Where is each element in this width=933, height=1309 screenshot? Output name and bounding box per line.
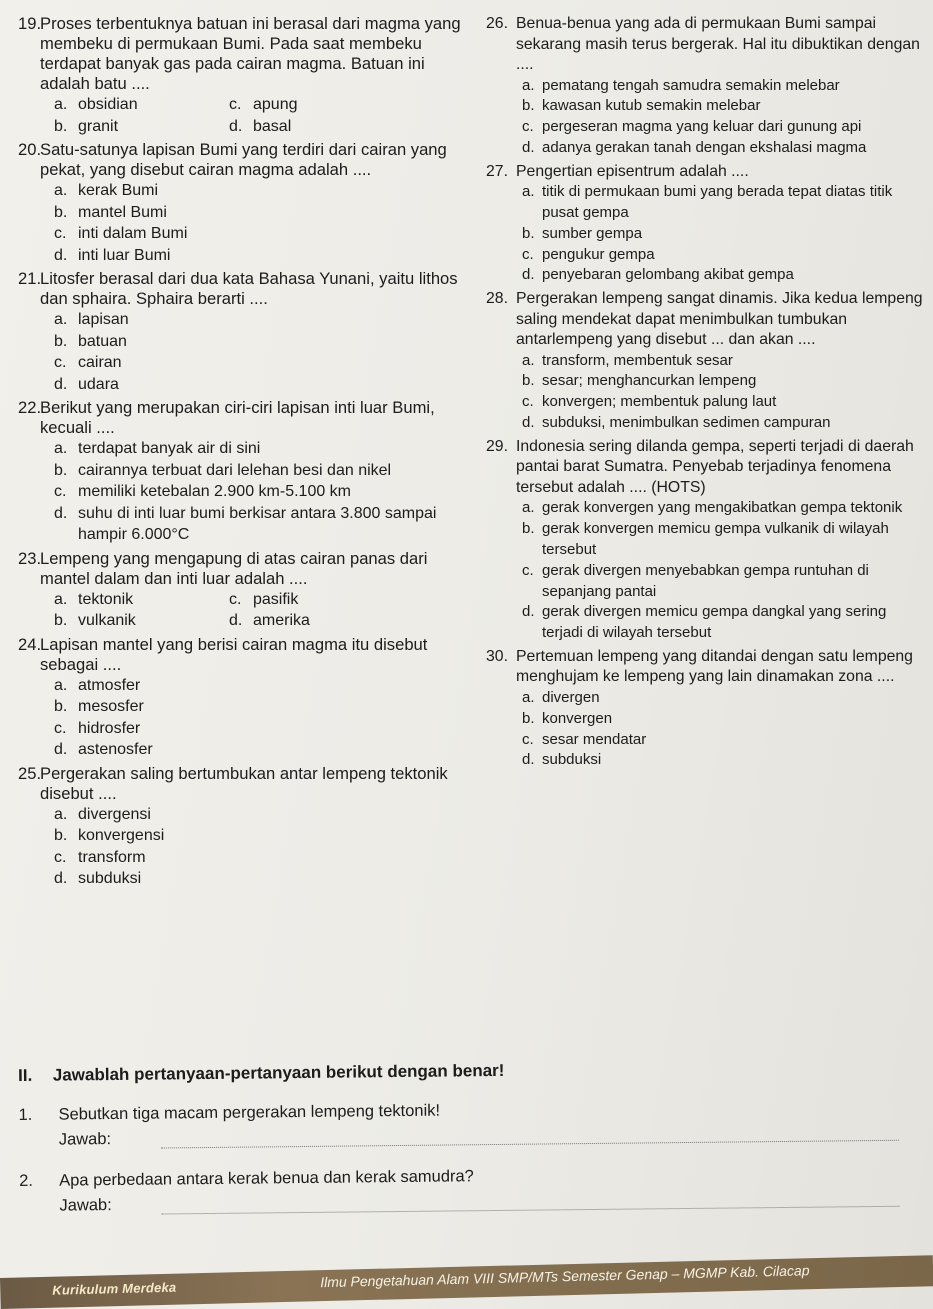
answer-option[interactable] (54, 460, 474, 482)
answer-option[interactable] (522, 413, 926, 434)
page-footer (0, 1255, 933, 1309)
option-letter: b. (54, 698, 68, 715)
option-letter: a. (522, 499, 535, 517)
question-text: Pergerakan lempeng sangat dinamis. Jika kedua lempeng saling mendekat dapat menimbulkan tumbukan antarlempeng yang disebut ... dan akan .... (516, 290, 923, 349)
option-letter: d. (54, 741, 68, 758)
answer-option[interactable] (54, 868, 474, 890)
answer-option[interactable] (522, 76, 926, 97)
option-letter: d. (522, 751, 535, 769)
option-letter: b. (54, 203, 68, 221)
answer-option[interactable] (54, 503, 474, 546)
option-letter: a. (54, 676, 68, 694)
answer-options (18, 438, 474, 546)
option-letter: b. (522, 372, 535, 390)
question-23 (18, 549, 474, 632)
option-text: amerika (253, 612, 310, 629)
question-24 (18, 635, 474, 761)
option-letter: c. (229, 590, 242, 608)
answer-options (18, 309, 474, 395)
curriculum-badge: Kurikulum Merdeka (52, 1279, 177, 1298)
question-30 (486, 647, 926, 771)
essay-question (18, 1097, 918, 1150)
option-text: batuan (78, 332, 127, 350)
answer-option[interactable] (54, 374, 474, 396)
left-column (18, 14, 474, 893)
answer-options (18, 804, 474, 890)
essay-question (19, 1163, 919, 1216)
option-letter: c. (522, 561, 534, 579)
option-letter: b. (522, 709, 535, 727)
answer-option[interactable] (54, 180, 474, 202)
question-text: Lapisan mantel yang berisi cairan magma itu disebut sebagai .... (40, 634, 428, 674)
option-text: obsidian (78, 96, 138, 113)
option-text: suhu di inti luar bumi berkisar antara 3.800 sampai hampir 6.000°C (78, 504, 437, 543)
essay-section-number: II. (18, 1065, 33, 1085)
option-letter: d. (54, 246, 68, 264)
option-text: vulkanik (78, 612, 136, 629)
question-number: 21. (18, 269, 42, 288)
question-22 (18, 398, 474, 546)
answer-option[interactable] (229, 116, 474, 138)
option-letter: d. (522, 603, 535, 621)
question-19 (18, 14, 474, 137)
option-text: transform (78, 848, 146, 866)
question-text: Pertemuan lempeng yang ditandai dengan satu lempeng menghujam ke lempeng yang lain dinamakan zona .... (516, 647, 913, 686)
option-letter: d. (54, 375, 68, 393)
essay-section (18, 1057, 920, 1238)
option-text: pasifik (253, 590, 299, 608)
question-number: 27. (486, 162, 508, 180)
option-letter: d. (54, 870, 68, 887)
option-letter: b. (54, 117, 68, 135)
option-letter: a. (54, 311, 68, 328)
answer-options (486, 688, 926, 771)
question-number: 24. (18, 634, 42, 654)
option-letter: a. (54, 96, 68, 113)
answer-option[interactable] (522, 519, 926, 561)
answer-option[interactable] (54, 610, 229, 632)
answer-options (18, 589, 474, 632)
question-25 (18, 764, 474, 890)
answer-option[interactable] (522, 392, 926, 413)
option-letter: c. (229, 96, 242, 113)
option-letter: d. (54, 504, 68, 522)
question-28 (486, 289, 926, 434)
option-text: titik di permukaan bumi yang berada tepat diatas titik pusat gempa (542, 183, 893, 221)
option-text: pengukur gempa (542, 245, 655, 263)
answer-option[interactable] (522, 371, 926, 392)
option-text: mantel Bumi (78, 203, 167, 221)
answer-option[interactable] (522, 730, 926, 751)
option-letter: d. (522, 138, 535, 156)
option-letter: a. (522, 688, 535, 706)
answer-option[interactable] (54, 438, 474, 460)
answer-option[interactable] (54, 847, 474, 869)
question-number: 29. (486, 437, 508, 455)
answer-option[interactable] (54, 245, 474, 267)
answer-option[interactable] (54, 94, 229, 116)
option-text: pematang tengah samudra semakin melebar (542, 76, 840, 94)
answer-option[interactable] (54, 331, 474, 353)
question-text: Satu-satunya lapisan Bumi yang terdiri dari cairan yang pekat, yang disebut cairan magma adalah .... (40, 140, 447, 179)
question-21 (18, 269, 474, 395)
option-text: konvergen; membentuk palung laut (542, 393, 777, 411)
question-text: Benua-benua yang ada di permukaan Bumi sampai sekarang masih terus bergerak. Hal itu dibuktikan dengan .... (516, 15, 920, 73)
answer-label: Jawab: (58, 1130, 112, 1149)
answer-option[interactable] (54, 223, 474, 245)
option-text: inti luar Bumi (78, 246, 171, 264)
option-text: cairan (78, 354, 122, 371)
option-text: granit (78, 117, 119, 135)
answer-option[interactable] (54, 202, 474, 224)
option-letter: d. (229, 612, 243, 629)
question-text: Pergerakan saling bertumbukan antar lempeng tektonik disebut .... (40, 763, 448, 803)
option-text: subduksi (542, 751, 602, 769)
question-20 (18, 140, 474, 266)
option-letter: c. (54, 719, 67, 737)
question-number: 23. (18, 548, 42, 568)
question-text: Indonesia sering dilanda gempa, seperti terjadi di daerah pantai barat Sumatra. Penyebab terjadinya fenomena tersebut adalah .... (HOTS) (516, 437, 914, 496)
option-text: gerak divergen memicu gempa dangkal yang sering terjadi di wilayah tersebut (542, 603, 887, 642)
answer-option[interactable] (54, 804, 474, 826)
question-number: 28. (486, 290, 508, 308)
option-text: mesosfer (78, 698, 144, 715)
essay-section-title (18, 1057, 918, 1086)
answer-option[interactable] (522, 602, 926, 644)
answer-option[interactable] (522, 245, 926, 266)
option-letter: a. (522, 183, 535, 201)
question-number: 30. (486, 647, 508, 665)
right-column (486, 14, 926, 774)
option-letter: a. (522, 351, 535, 369)
answer-options (486, 351, 926, 434)
option-text: memiliki ketebalan 2.900 km-5.100 km (78, 483, 352, 500)
option-letter: c. (54, 225, 67, 242)
answer-option[interactable] (229, 589, 474, 611)
answer-option[interactable] (522, 709, 926, 730)
answer-option[interactable] (522, 265, 926, 286)
option-letter: a. (54, 805, 68, 823)
option-letter: b. (54, 827, 68, 844)
option-text: konvergensi (78, 827, 165, 844)
option-letter: a. (54, 182, 68, 199)
question-26 (486, 14, 926, 159)
question-text: Lempeng yang mengapung di atas cairan panas dari mantel dalam dan inti luar adalah .... (40, 548, 428, 588)
option-text: sumber gempa (542, 224, 643, 242)
option-letter: a. (54, 440, 68, 457)
answer-option[interactable] (54, 309, 474, 331)
answer-option[interactable] (522, 498, 926, 519)
answer-options (18, 675, 474, 761)
question-number: 22. (18, 398, 42, 417)
option-text: sesar mendatar (542, 730, 647, 748)
answer-options (486, 498, 926, 644)
answer-option[interactable] (229, 94, 474, 116)
option-letter: c. (54, 483, 67, 500)
option-text: penyebaran gelombang akibat gempa (542, 266, 794, 284)
option-text: subduksi (78, 870, 142, 887)
option-text: lapisan (78, 311, 129, 328)
answer-options (18, 94, 474, 137)
option-letter: b. (522, 224, 535, 242)
option-text: adanya gerakan tanah dengan ekshalasi magma (542, 138, 867, 156)
answer-line[interactable] (162, 1193, 900, 1215)
option-letter: b. (54, 612, 68, 629)
answer-option[interactable] (522, 351, 926, 372)
answer-options (486, 76, 926, 159)
option-text: kawasan kutub semakin melebar (542, 97, 761, 115)
question-text: Berikut yang merupakan ciri-ciri lapisan inti luar Bumi, kecuali .... (40, 398, 435, 437)
option-letter: d. (229, 117, 243, 135)
option-text: inti dalam Bumi (78, 225, 188, 242)
answer-option[interactable] (54, 481, 474, 503)
option-letter: b. (54, 332, 68, 350)
essay-question-text: Sebutkan tiga macam pergerakan lempeng tektonik! (58, 1101, 441, 1124)
option-text: gerak divergen menyebabkan gempa runtuhan di sepanjang pantai (542, 561, 869, 600)
option-text: terdapat banyak air di sini (78, 440, 261, 457)
option-letter: c. (54, 848, 67, 866)
footer-text: Ilmu Pengetahuan Alam VIII SMP/MTs Semester Genap – MGMP Kab. Cilacap (320, 1262, 810, 1291)
option-text: divergensi (78, 805, 151, 823)
option-text: sesar; menghancurkan lempeng (542, 372, 757, 390)
option-letter: c. (522, 393, 534, 411)
option-letter: d. (522, 266, 535, 284)
answer-options (486, 182, 926, 286)
option-text: atmosfer (78, 676, 141, 694)
answer-option[interactable] (522, 138, 926, 159)
option-text: cairannya terbuat dari lelehan besi dan nikel (78, 461, 392, 479)
essay-question-text: Apa perbedaan antara kerak benua dan kerak samudra? (59, 1167, 474, 1190)
option-text: gerak konvergen memicu gempa vulkanik di wilayah tersebut (542, 520, 889, 558)
option-letter: b. (54, 461, 68, 479)
answer-option[interactable] (229, 610, 474, 632)
option-text: transform, membentuk sesar (542, 351, 733, 369)
option-text: subduksi, menimbulkan sedimen campuran (542, 414, 831, 432)
option-text: udara (78, 375, 119, 393)
option-text: gerak konvergen yang mengakibatkan gempa tektonik (542, 499, 903, 517)
answer-label: Jawab: (59, 1196, 112, 1215)
answer-option[interactable] (522, 96, 926, 117)
answer-option[interactable] (54, 116, 229, 138)
option-letter: b. (522, 520, 535, 538)
option-letter: c. (54, 354, 67, 371)
option-letter: a. (522, 76, 535, 94)
answer-option[interactable] (522, 750, 926, 771)
option-text: apung (253, 96, 298, 113)
option-letter: d. (522, 414, 535, 432)
question-number: 25. (18, 763, 42, 783)
option-text: kerak Bumi (78, 182, 159, 199)
answer-option[interactable] (522, 117, 926, 138)
question-29 (486, 437, 926, 644)
essay-question-number: 2. (19, 1171, 34, 1190)
option-text: astenosfer (78, 741, 153, 758)
option-text: pergeseran magma yang keluar dari gunung api (542, 118, 862, 136)
option-letter: c. (522, 730, 534, 748)
answer-option[interactable] (522, 224, 926, 245)
option-letter: c. (522, 118, 534, 136)
essay-question-number: 1. (18, 1105, 33, 1124)
essay-instruction: Jawablah pertanyaan-pertanyaan berikut dengan benar! (52, 1060, 505, 1085)
question-number: 19. (18, 14, 42, 33)
option-letter: a. (54, 590, 68, 608)
answer-option[interactable] (54, 352, 474, 374)
answer-option[interactable] (54, 739, 474, 761)
answer-option[interactable] (54, 589, 229, 611)
option-text: basal (253, 117, 292, 135)
option-text: tektonik (78, 590, 134, 608)
question-27 (486, 162, 926, 286)
option-text: hidrosfer (78, 719, 141, 737)
question-number: 26. (486, 15, 508, 32)
answer-options (18, 180, 474, 266)
question-text: Litosfer berasal dari dua kata Bahasa Yunani, yaitu lithos dan sphaira. Sphaira berarti .... (40, 269, 458, 308)
answer-option[interactable] (522, 561, 926, 603)
answer-option[interactable] (54, 675, 474, 697)
question-text: Proses terbentuknya batuan ini berasal dari magma yang membeku di permukaan Bumi. Pada saat membeku terdapat banyak gas pada cairan magma. Batuan ini adalah batu .... (40, 14, 461, 93)
answer-option[interactable] (522, 182, 926, 224)
option-text: konvergen (542, 709, 613, 727)
answer-option[interactable] (54, 718, 474, 740)
option-letter: c. (522, 245, 534, 263)
answer-option[interactable] (522, 688, 926, 709)
question-text: Pengertian episentrum adalah .... (516, 162, 749, 180)
answer-option[interactable] (54, 825, 474, 847)
answer-line[interactable] (161, 1127, 899, 1149)
option-letter: b. (522, 97, 535, 115)
answer-option[interactable] (54, 696, 474, 718)
option-text: divergen (542, 688, 600, 706)
question-number: 20. (18, 140, 42, 159)
